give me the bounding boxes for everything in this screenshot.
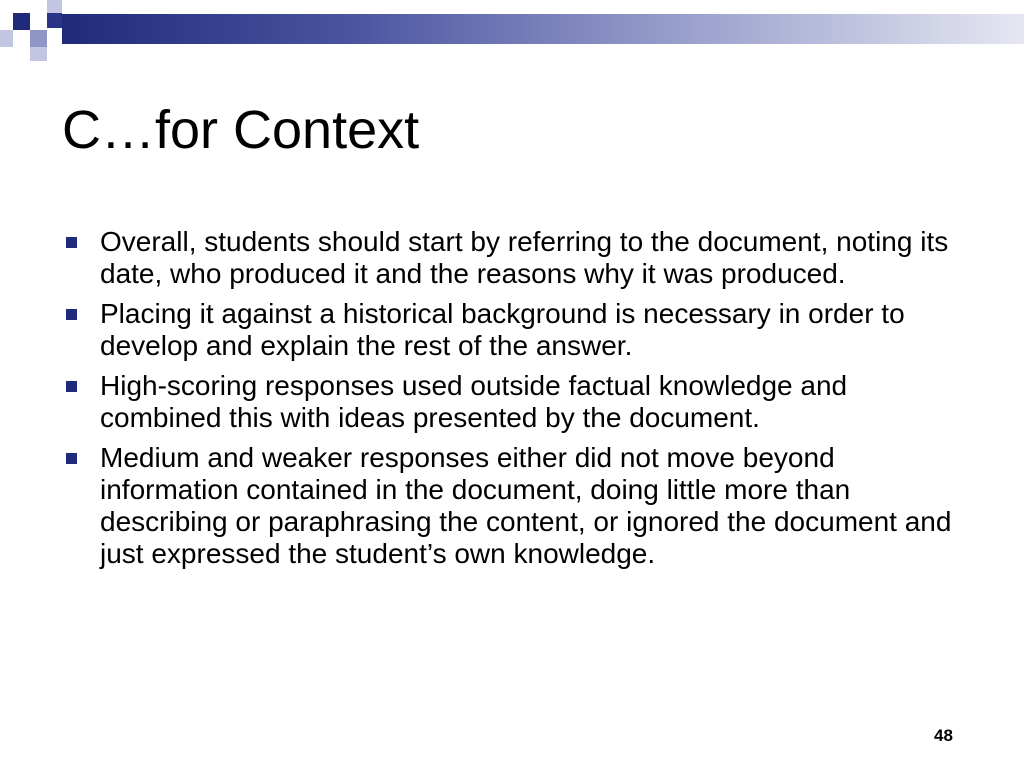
decorative-square: [30, 30, 47, 47]
bullet-list: [62, 226, 962, 578]
bullet-text: High-scoring responses used outside factual knowledge and combined this with ideas presented by the document.: [100, 370, 848, 433]
bullet-item: [62, 370, 962, 434]
decorative-square: [30, 47, 47, 61]
page-number: 48: [934, 726, 953, 745]
bullet-text: Medium and weaker responses either did not move beyond information contained in the document, doing little more than describing or paraphrasing the content, or ignored the document and just expressed the student’s own knowledge.: [100, 442, 952, 569]
decorative-square: [0, 30, 13, 47]
bullet-text: Overall, students should start by referring to the document, noting its date, who produced it and the reasons why it was produced.: [100, 226, 949, 289]
decorative-square: [13, 13, 30, 30]
bullet-item: [62, 442, 962, 570]
square-bullet-icon: [66, 381, 77, 392]
square-bullet-icon: [66, 237, 77, 248]
decorative-square: [47, 0, 62, 13]
bullet-item: [62, 226, 962, 290]
square-bullet-icon: [66, 309, 77, 320]
decorative-square: [47, 13, 62, 28]
header-gradient-bar: [62, 14, 1024, 44]
bullet-item: [62, 298, 962, 362]
bullet-text: Placing it against a historical background is necessary in order to develop and explain the rest of the answer.: [100, 298, 905, 361]
slide-title: C…for Context: [62, 100, 420, 160]
square-bullet-icon: [66, 453, 77, 464]
